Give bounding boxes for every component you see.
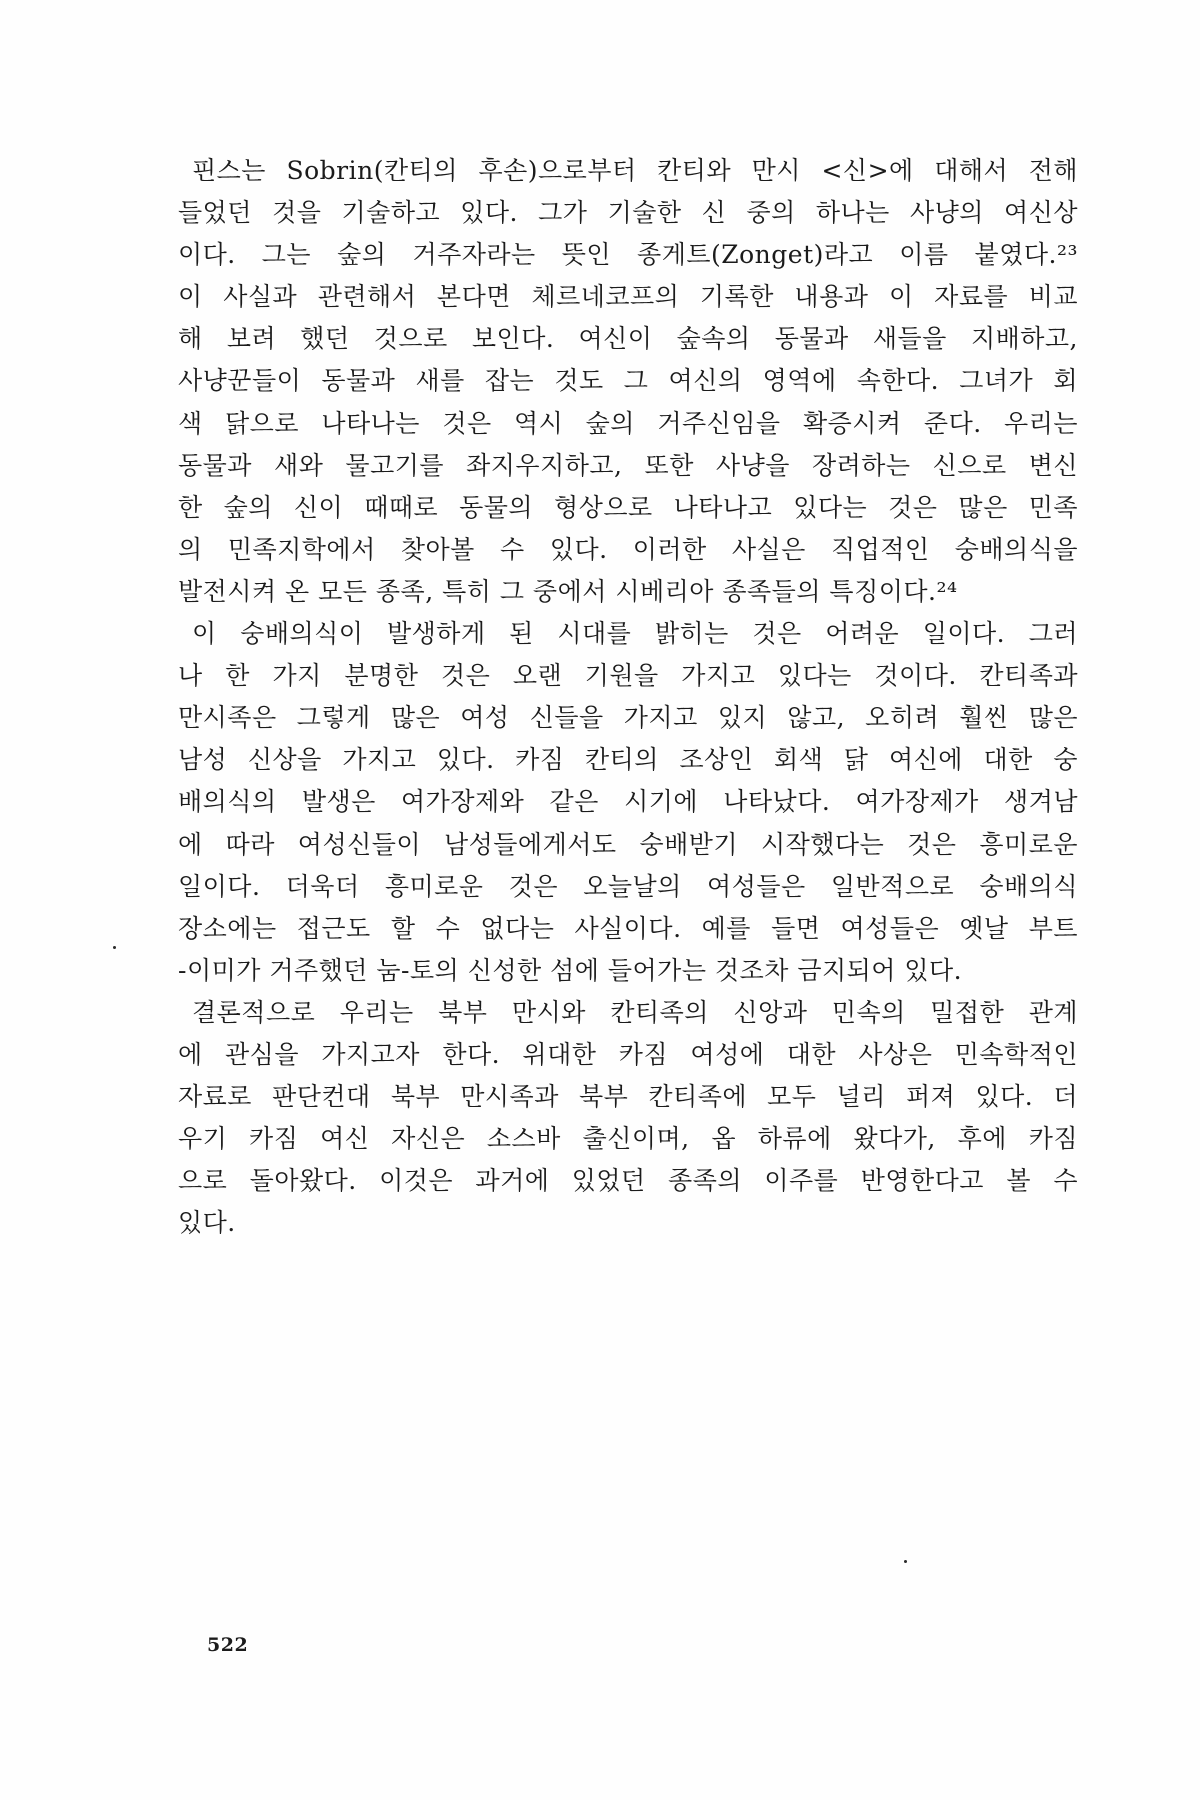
text-line: 동물과 새와 물고기를 좌지우지하고, 또한 사냥을 장려하는 신으로 변신 [178, 450, 1078, 480]
text-line: 자료로 판단컨대 북부 만시족과 북부 칸티족에 모두 널리 퍼져 있다. 더 [178, 1082, 1078, 1112]
text-line: -이미가 거주했던 눔-토의 신성한 섬에 들어가는 것조차 금지되어 있다. [178, 955, 963, 985]
text-line: 우기 카짐 여신 자신은 소스바 출신이며, 옵 하류에 왔다가, 후에 카짐 [178, 1124, 1078, 1154]
print-speck [113, 946, 116, 949]
text-line: 일이다. 더욱더 흥미로운 것은 오늘날의 여성들은 일반적으로 숭배의식 [178, 871, 1078, 901]
text-line: 한 숲의 신이 때때로 동물의 형상으로 나타나고 있다는 것은 많은 민족 [178, 492, 1078, 522]
text-line: 이 숭배의식이 발생하게 된 시대를 밝히는 것은 어려운 일이다. 그러 [192, 619, 1078, 649]
text-line: 나 한 가지 분명한 것은 오랜 기원을 가지고 있다는 것이다. 칸티족과 [178, 661, 1078, 691]
text-line: 이 사실과 관련해서 본다면 체르네코프의 기록한 내용과 이 자료를 비교 [178, 282, 1078, 312]
text-line: 장소에는 접근도 할 수 없다는 사실이다. 예를 들면 여성들은 옛날 부트 [178, 913, 1078, 943]
text-line: 들었던 것을 기술하고 있다. 그가 기술한 신 중의 하나는 사냥의 여신상 [178, 198, 1078, 228]
body-text [178, 150, 1078, 1244]
text-line: 있다. [178, 1208, 236, 1238]
text-line: 핀스는 Sobrin(칸티의 후손)으로부터 칸티와 만시 <신>에 대해서 전해 [192, 156, 1078, 185]
text-line: 배의식의 발생은 여가장제와 같은 시기에 나타났다. 여가장제가 생겨남 [178, 787, 1078, 817]
text-line: 사냥꾼들이 동물과 새를 잡는 것도 그 여신의 영역에 속한다. 그녀가 회 [178, 366, 1078, 396]
text-line: 남성 신상을 가지고 있다. 카짐 칸티의 조상인 회색 닭 여신에 대한 숭 [178, 745, 1078, 775]
text-line: 발전시켜 온 모든 종족, 특히 그 중에서 시베리아 종족들의 특징이다.²⁴ [178, 576, 958, 606]
text-line: 색 닭으로 나타나는 것은 역시 숲의 거주신임을 확증시켜 준다. 우리는 [178, 408, 1078, 438]
text-line: 에 관심을 가지고자 한다. 위대한 카짐 여성에 대한 사상은 민속학적인 [178, 1039, 1078, 1069]
page-number: 522 [207, 1634, 249, 1656]
text-line: 이다. 그는 숲의 거주자라는 뜻인 종게트(Zonget)라고 이름 붙였다.²³ [178, 240, 1078, 270]
text-line: 만시족은 그렇게 많은 여성 신들을 가지고 있지 않고, 오히려 훨씬 많은 [178, 703, 1078, 733]
text-line: 의 민족지학에서 찾아볼 수 있다. 이러한 사실은 직업적인 숭배의식을 [178, 534, 1078, 564]
text-line: 결론적으로 우리는 북부 만시와 칸티족의 신앙과 민속의 밀접한 관계 [192, 997, 1078, 1027]
text-line: 에 따라 여성신들이 남성들에게서도 숭배받기 시작했다는 것은 흥미로운 [178, 829, 1078, 859]
print-speck [904, 1560, 907, 1563]
text-line: 으로 돌아왔다. 이것은 과거에 있었던 종족의 이주를 반영한다고 볼 수 [178, 1166, 1078, 1196]
text-line: 해 보려 했던 것으로 보인다. 여신이 숲속의 동물과 새들을 지배하고, [178, 324, 1078, 354]
